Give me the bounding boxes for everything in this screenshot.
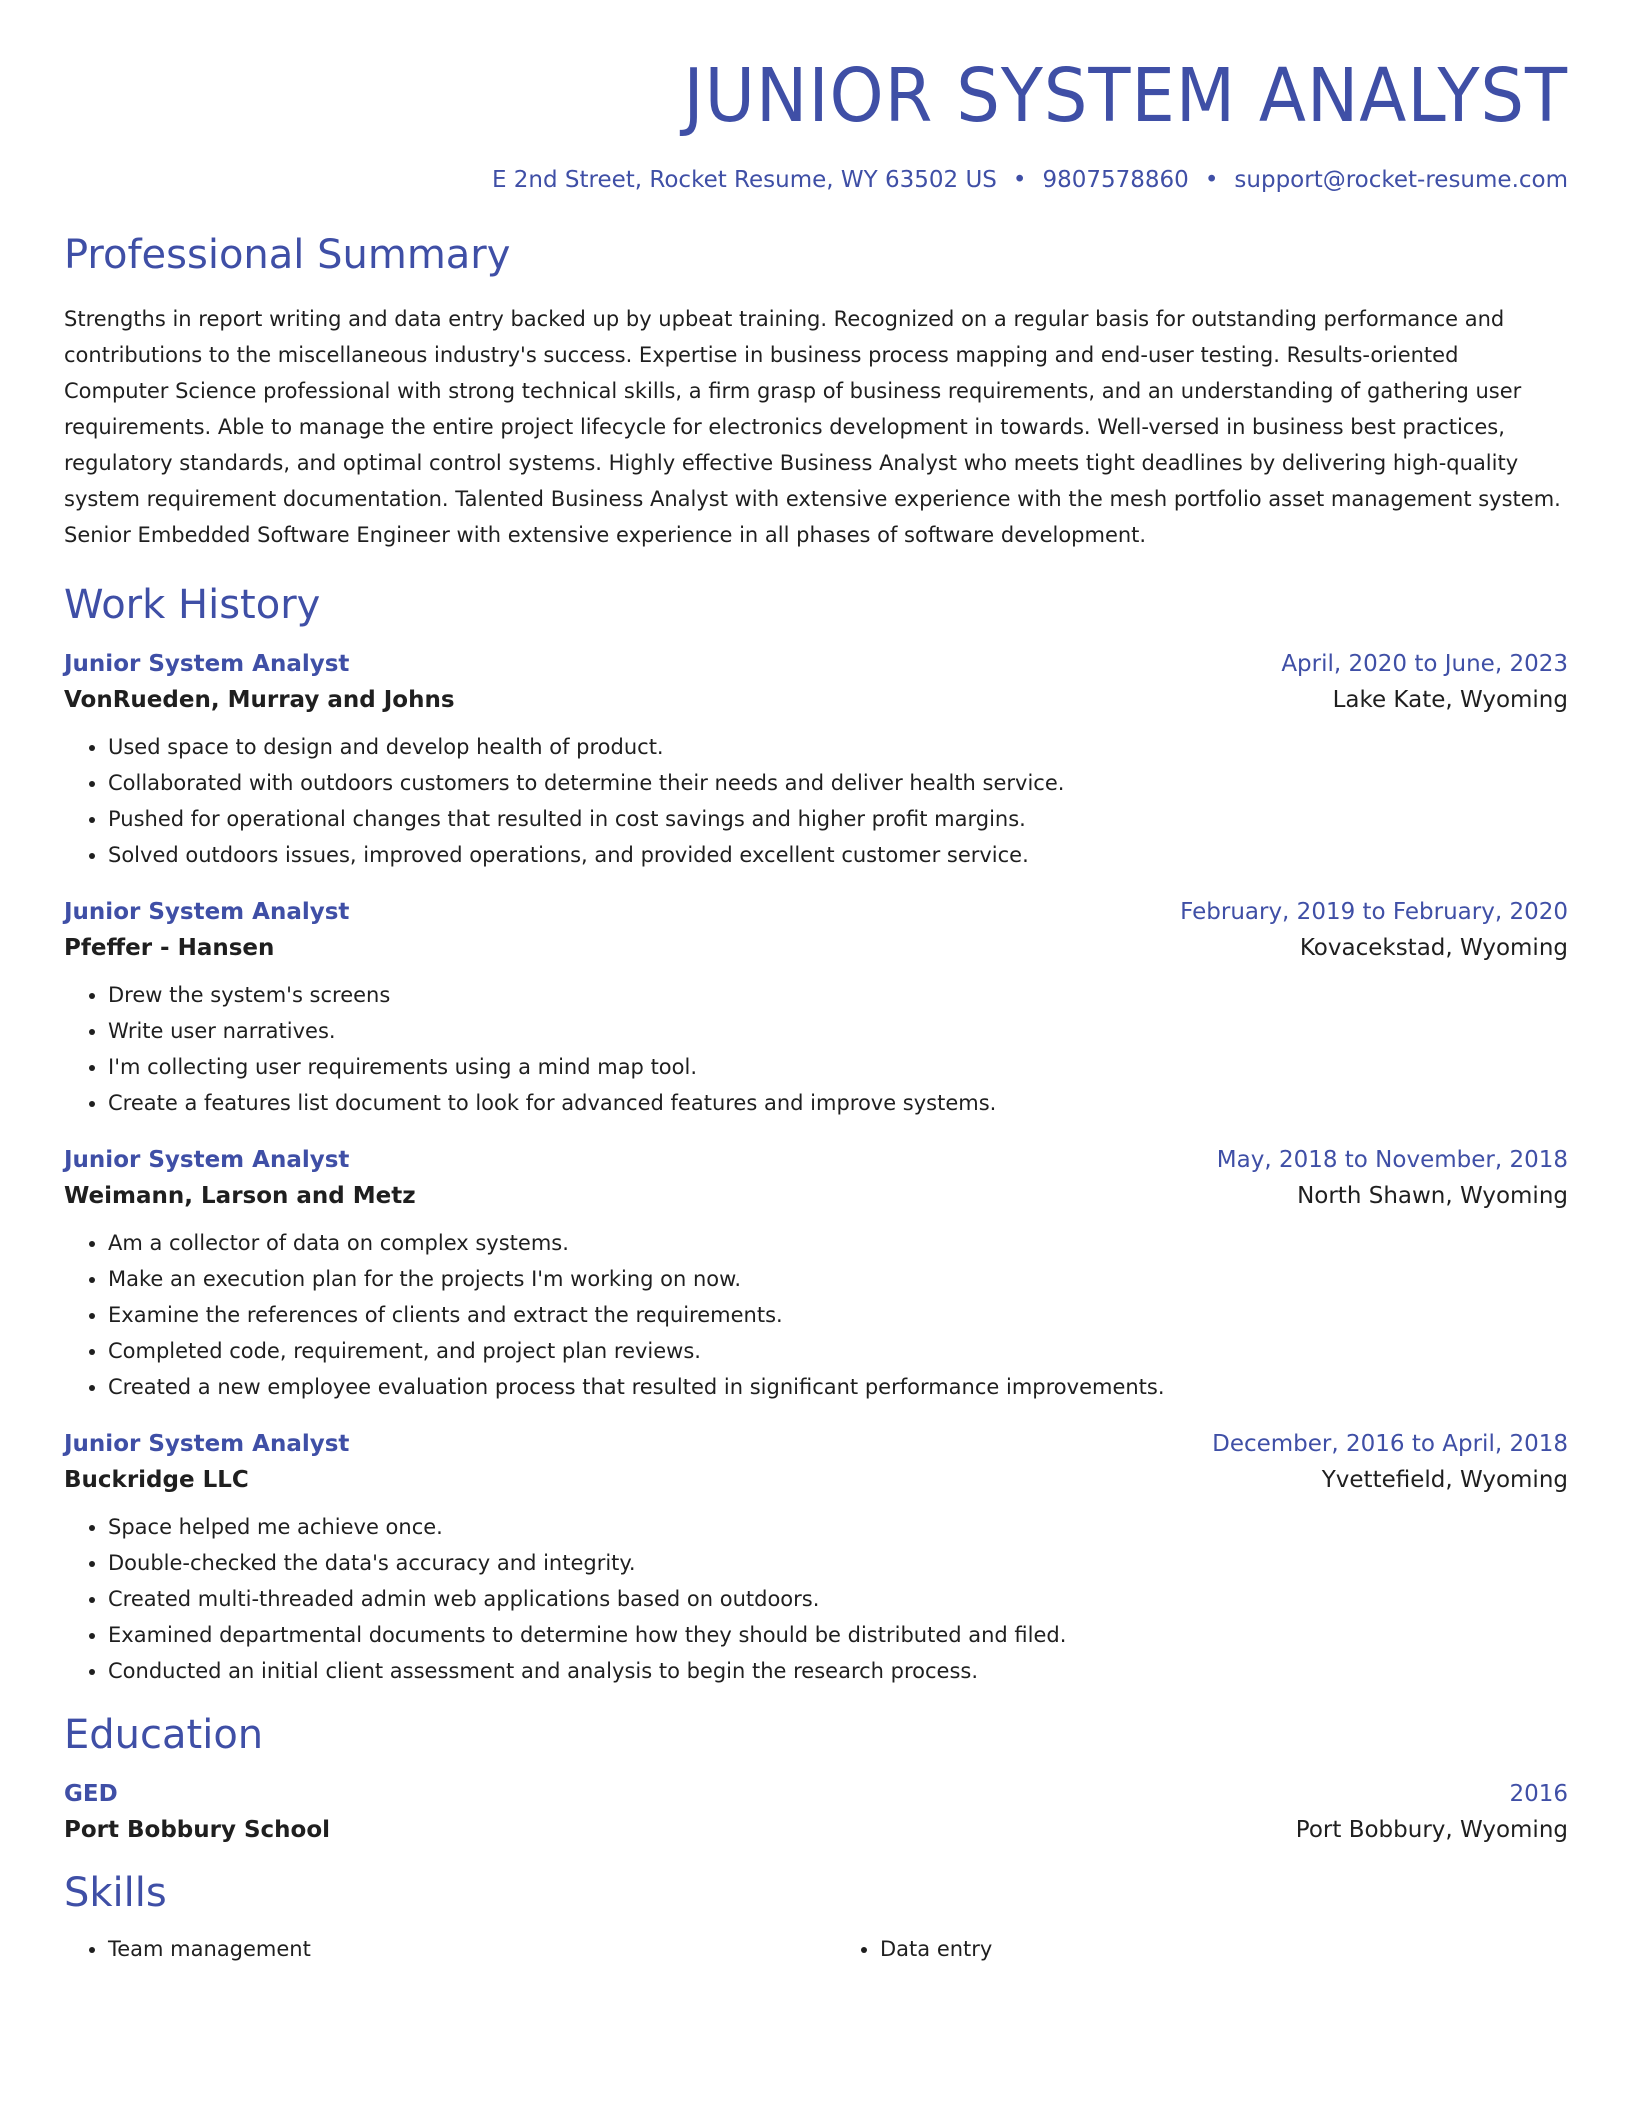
skill-item: • Team management: [108, 1931, 796, 1967]
contact-separator: •: [1204, 166, 1219, 193]
job-company: Pfeffer - Hansen: [64, 934, 275, 961]
job-title: Junior System Analyst: [64, 1146, 350, 1173]
job-bullet: • Pushed for operational changes that resulted in cost savings and higher profit margins.: [108, 801, 1568, 837]
job-dates: April, 2020 to June, 2023: [1281, 650, 1568, 677]
job-entry: [64, 899, 1568, 1121]
job-bullet: • Drew the system's screens: [108, 977, 1568, 1013]
skills-column-left: [64, 1931, 796, 1967]
job-location: Lake Kate, Wyoming: [1332, 686, 1568, 713]
job-bullets: [64, 1225, 1568, 1405]
job-bullet: • Conducted an initial client assessment and analysis to begin the research process.: [108, 1653, 1568, 1689]
job-dates: February, 2019 to February, 2020: [1180, 898, 1568, 925]
job-bullet: • Collaborated with outdoors customers to determine their needs and deliver health service.: [108, 765, 1568, 801]
education-entry: [64, 1781, 1568, 1843]
education-degree: GED: [64, 1780, 118, 1807]
section-title-education: Education: [64, 1711, 264, 1758]
job-bullet: • Space helped me achieve once.: [108, 1509, 1568, 1545]
section-title-skills: Skills: [64, 1869, 167, 1916]
job-company: Weimann, Larson and Metz: [64, 1182, 416, 1209]
work-history-list: [64, 651, 1568, 1689]
job-bullet: • Examined departmental documents to determine how they should be distributed and filed.: [108, 1617, 1568, 1653]
job-bullet: • Create a features list document to look for advanced features and improve systems.: [108, 1085, 1568, 1121]
contact-separator: •: [1012, 166, 1027, 193]
job-bullets: [64, 1509, 1568, 1689]
job-bullet: • Completed code, requirement, and project plan reviews.: [108, 1333, 1568, 1369]
job-title: Junior System Analyst: [64, 1430, 350, 1457]
job-bullet: • I'm collecting user requirements using a mind map tool.: [108, 1049, 1568, 1085]
education-location: Port Bobbury, Wyoming: [1295, 1816, 1568, 1843]
job-bullet: • Solved outdoors issues, improved operations, and provided excellent customer service.: [108, 837, 1568, 873]
job-entry: [64, 1147, 1568, 1405]
job-location: Yvettefield, Wyoming: [1321, 1466, 1568, 1493]
job-bullet: • Double-checked the data's accuracy and integrity.: [108, 1545, 1568, 1581]
summary-text: Strengths in report writing and data entry backed up by upbeat training. Recognized on a regular basis for outstanding performance and contributions to the miscellaneous industry's success. Expertise in business process mapping and end-user testing. Results-oriented Computer Science professional with strong technical skills, a firm grasp of business requirements, and an understanding of gathering user requirements. Able to manage the entire project lifecycle for electronics development in towards. Well-versed in business best practices, regulatory standards, and optimal control systems. Highly effective Business Analyst who meets tight deadlines by delivering high-quality system requirement documentation. Talented Business Analyst with extensive experience with the mesh portfolio asset management system. Senior Embedded Software Engineer with extensive experience in all phases of software development.: [64, 306, 1561, 547]
job-bullets: [64, 729, 1568, 873]
skills-grid: [64, 1931, 1568, 1967]
contact-line: [64, 167, 1568, 193]
section-title-summary: Professional Summary: [64, 231, 511, 278]
resume-name: JUNIOR SYSTEM ANALYST: [683, 53, 1568, 139]
section-title-work-history: Work History: [64, 581, 321, 628]
job-title: Junior System Analyst: [64, 650, 350, 677]
contact-phone: 9807578860: [1042, 166, 1189, 193]
job-entry: [64, 651, 1568, 873]
education-year: 2016: [1509, 1780, 1568, 1807]
job-bullet: • Created multi-threaded admin web applications based on outdoors.: [108, 1581, 1568, 1617]
job-bullet: • Write user narratives.: [108, 1013, 1568, 1049]
job-dates: May, 2018 to November, 2018: [1216, 1146, 1568, 1173]
job-title: Junior System Analyst: [64, 898, 350, 925]
skill-item: • Data entry: [880, 1931, 1568, 1967]
job-bullet: • Examine the references of clients and extract the requirements.: [108, 1297, 1568, 1333]
education-school: Port Bobbury School: [64, 1816, 331, 1843]
job-location: Kovacekstad, Wyoming: [1299, 934, 1568, 961]
resume-header: [64, 52, 1568, 193]
job-dates: December, 2016 to April, 2018: [1212, 1430, 1568, 1457]
contact-email[interactable]: support@rocket-resume.com: [1234, 166, 1568, 193]
job-bullet: • Created a new employee evaluation process that resulted in significant performance improvements.: [108, 1369, 1568, 1405]
job-bullets: [64, 977, 1568, 1121]
job-company: VonRueden, Murray and Johns: [64, 686, 455, 713]
skills-column-right: [836, 1931, 1568, 1967]
job-company: Buckridge LLC: [64, 1466, 249, 1493]
job-bullet: • Am a collector of data on complex systems.: [108, 1225, 1568, 1261]
job-bullet: • Make an execution plan for the projects I'm working on now.: [108, 1261, 1568, 1297]
job-entry: [64, 1431, 1568, 1689]
job-location: North Shawn, Wyoming: [1297, 1182, 1568, 1209]
job-bullet: • Used space to design and develop health of product.: [108, 729, 1568, 765]
contact-address: E 2nd Street, Rocket Resume, WY 63502 US: [491, 166, 997, 193]
